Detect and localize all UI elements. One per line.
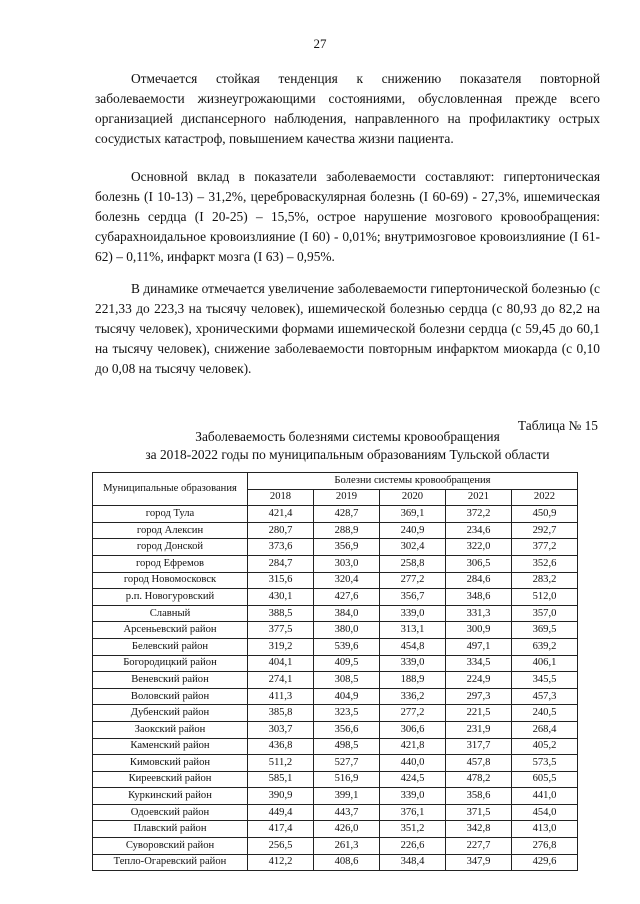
value-cell: 352,6 bbox=[512, 555, 578, 572]
value-cell: 258,8 bbox=[380, 555, 446, 572]
value-cell: 384,0 bbox=[314, 605, 380, 622]
value-cell: 336,2 bbox=[380, 688, 446, 705]
value-cell: 441,0 bbox=[512, 788, 578, 805]
value-cell: 426,0 bbox=[314, 821, 380, 838]
value-cell: 339,0 bbox=[380, 605, 446, 622]
value-cell: 369,5 bbox=[512, 622, 578, 639]
value-cell: 306,6 bbox=[380, 721, 446, 738]
value-cell: 371,5 bbox=[446, 804, 512, 821]
value-cell: 351,2 bbox=[380, 821, 446, 838]
value-cell: 300,9 bbox=[446, 622, 512, 639]
value-cell: 297,3 bbox=[446, 688, 512, 705]
value-cell: 512,0 bbox=[512, 589, 578, 606]
municipality-name: Белевский район bbox=[93, 638, 248, 655]
table-row bbox=[93, 705, 578, 722]
value-cell: 436,8 bbox=[248, 738, 314, 755]
value-cell: 358,6 bbox=[446, 788, 512, 805]
municipality-name: город Тула bbox=[93, 506, 248, 523]
value-cell: 261,3 bbox=[314, 838, 380, 855]
value-cell: 342,8 bbox=[446, 821, 512, 838]
municipality-name: город Ефремов bbox=[93, 555, 248, 572]
value-cell: 457,8 bbox=[446, 755, 512, 772]
value-cell: 409,5 bbox=[314, 655, 380, 672]
value-cell: 404,1 bbox=[248, 655, 314, 672]
value-cell: 256,5 bbox=[248, 838, 314, 855]
value-cell: 348,6 bbox=[446, 589, 512, 606]
value-cell: 429,6 bbox=[512, 854, 578, 871]
municipality-name: Арсеньевский район bbox=[93, 622, 248, 639]
value-cell: 240,5 bbox=[512, 705, 578, 722]
value-cell: 276,8 bbox=[512, 838, 578, 855]
table-row bbox=[93, 605, 578, 622]
table-label: Таблица № 15 bbox=[517, 418, 598, 433]
value-cell: 319,2 bbox=[248, 638, 314, 655]
value-cell: 527,7 bbox=[314, 755, 380, 772]
table-row bbox=[93, 672, 578, 689]
value-cell: 511,2 bbox=[248, 755, 314, 772]
table-title bbox=[95, 428, 600, 464]
paragraph-2 bbox=[95, 167, 600, 267]
value-cell: 585,1 bbox=[248, 771, 314, 788]
value-cell: 412,2 bbox=[248, 854, 314, 871]
value-cell: 277,2 bbox=[380, 705, 446, 722]
table-row bbox=[93, 738, 578, 755]
table-row bbox=[93, 572, 578, 589]
value-cell: 478,2 bbox=[446, 771, 512, 788]
value-cell: 411,3 bbox=[248, 688, 314, 705]
header-year: 2019 bbox=[314, 489, 380, 506]
value-cell: 277,2 bbox=[380, 572, 446, 589]
value-cell: 323,5 bbox=[314, 705, 380, 722]
page-number: 27 bbox=[313, 36, 327, 51]
value-cell: 274,1 bbox=[248, 672, 314, 689]
municipality-name: город Донской bbox=[93, 539, 248, 556]
paragraph-2-text: Основной вклад в показатели заболеваемости составляют: гипертоническая болезнь (I 10-13) – 31,2%, цереброваскулярная болезнь (I 60-69) - 27,3%, ишемическая болезнь сердца (I 20-25) – 15,5%, острое нарушение мозгового кровообращения: субарахноидальное кровоизлияние (I 60) - 0,01%; внутримозговое кровоизлияние (I 61-62) – 0,11%, инфаркт мозга (I 63) – 0,95%. bbox=[95, 169, 600, 264]
table-row bbox=[93, 854, 578, 871]
value-cell: 498,5 bbox=[314, 738, 380, 755]
value-cell: 280,7 bbox=[248, 522, 314, 539]
value-cell: 322,0 bbox=[446, 539, 512, 556]
header-municipality: Муниципальные образования bbox=[93, 473, 248, 506]
municipality-name: Богородицкий район bbox=[93, 655, 248, 672]
value-cell: 424,5 bbox=[380, 771, 446, 788]
table-row bbox=[93, 721, 578, 738]
value-cell: 226,6 bbox=[380, 838, 446, 855]
value-cell: 284,6 bbox=[446, 572, 512, 589]
municipality-name: Киреевский район bbox=[93, 771, 248, 788]
value-cell: 315,6 bbox=[248, 572, 314, 589]
value-cell: 268,4 bbox=[512, 721, 578, 738]
value-cell: 450,9 bbox=[512, 506, 578, 523]
value-cell: 331,3 bbox=[446, 605, 512, 622]
value-cell: 320,4 bbox=[314, 572, 380, 589]
table-row bbox=[93, 688, 578, 705]
table-row bbox=[93, 638, 578, 655]
municipality-name: Славный bbox=[93, 605, 248, 622]
value-cell: 421,8 bbox=[380, 738, 446, 755]
value-cell: 313,1 bbox=[380, 622, 446, 639]
value-cell: 339,0 bbox=[380, 655, 446, 672]
value-cell: 356,7 bbox=[380, 589, 446, 606]
value-cell: 231,9 bbox=[446, 721, 512, 738]
table-row bbox=[93, 622, 578, 639]
header-group: Болезни системы кровообращения bbox=[248, 473, 578, 490]
value-cell: 372,2 bbox=[446, 506, 512, 523]
value-cell: 443,7 bbox=[314, 804, 380, 821]
value-cell: 413,0 bbox=[512, 821, 578, 838]
value-cell: 428,7 bbox=[314, 506, 380, 523]
value-cell: 406,1 bbox=[512, 655, 578, 672]
municipality-name: Воловский район bbox=[93, 688, 248, 705]
municipality-name: Одоевский район bbox=[93, 804, 248, 821]
value-cell: 224,9 bbox=[446, 672, 512, 689]
paragraph-3-text: В динамике отмечается увеличение заболеваемости гипертонической болезнью (с 221,33 до 223,3 на тысячу человек), ишемической болезнью сердца (с 80,93 до 82,2 на тысячу человек), хроническими формами ишемической болезни сердца (с 59,45 до 60,1 на тысячу человек), снижение заболеваемости повторным инфарктом миокарда (с 0,10 до 0,08 на тысячу человек). bbox=[95, 281, 600, 376]
municipality-name: Плавский район bbox=[93, 821, 248, 838]
value-cell: 317,7 bbox=[446, 738, 512, 755]
value-cell: 605,5 bbox=[512, 771, 578, 788]
municipality-name: Кимовский район bbox=[93, 755, 248, 772]
paragraph-3 bbox=[95, 279, 600, 379]
value-cell: 284,7 bbox=[248, 555, 314, 572]
value-cell: 347,9 bbox=[446, 854, 512, 871]
paragraph-1-text: Отмечается стойкая тенденция к снижению показателя повторной заболеваемости жизнеугрожающими состояниями, обусловленная прежде всего организацией диспансерного наблюдения, направленного на профилактику острых сосудистых катастроф, повышением качества жизни пациента. bbox=[95, 71, 600, 146]
value-cell: 497,1 bbox=[446, 638, 512, 655]
value-cell: 408,6 bbox=[314, 854, 380, 871]
table-row bbox=[93, 788, 578, 805]
municipality-name: город Алексин bbox=[93, 522, 248, 539]
value-cell: 303,0 bbox=[314, 555, 380, 572]
paragraph-1 bbox=[95, 69, 600, 149]
value-cell: 516,9 bbox=[314, 771, 380, 788]
municipality-name: Каменский район bbox=[93, 738, 248, 755]
table-header-row bbox=[93, 473, 578, 490]
table-row bbox=[93, 506, 578, 523]
table-row bbox=[93, 655, 578, 672]
value-cell: 339,0 bbox=[380, 788, 446, 805]
value-cell: 283,2 bbox=[512, 572, 578, 589]
header-year: 2021 bbox=[446, 489, 512, 506]
value-cell: 334,5 bbox=[446, 655, 512, 672]
value-cell: 427,6 bbox=[314, 589, 380, 606]
morbidity-table bbox=[92, 472, 578, 871]
value-cell: 449,4 bbox=[248, 804, 314, 821]
value-cell: 430,1 bbox=[248, 589, 314, 606]
value-cell: 377,5 bbox=[248, 622, 314, 639]
value-cell: 639,2 bbox=[512, 638, 578, 655]
value-cell: 292,7 bbox=[512, 522, 578, 539]
table-title-line-2: за 2018-2022 годы по муниципальным образованиям Тульской области bbox=[145, 447, 550, 462]
value-cell: 440,0 bbox=[380, 755, 446, 772]
table-title-line-1: Заболеваемость болезнями системы кровообращения bbox=[195, 429, 500, 444]
value-cell: 573,5 bbox=[512, 755, 578, 772]
table-row bbox=[93, 771, 578, 788]
value-cell: 454,0 bbox=[512, 804, 578, 821]
table-row bbox=[93, 755, 578, 772]
value-cell: 405,2 bbox=[512, 738, 578, 755]
value-cell: 221,5 bbox=[446, 705, 512, 722]
table-body bbox=[93, 506, 578, 871]
value-cell: 356,6 bbox=[314, 721, 380, 738]
header-year: 2018 bbox=[248, 489, 314, 506]
municipality-name: Дубенский район bbox=[93, 705, 248, 722]
value-cell: 399,1 bbox=[314, 788, 380, 805]
value-cell: 240,9 bbox=[380, 522, 446, 539]
value-cell: 308,5 bbox=[314, 672, 380, 689]
value-cell: 188,9 bbox=[380, 672, 446, 689]
value-cell: 345,5 bbox=[512, 672, 578, 689]
municipality-name: город Новомосковск bbox=[93, 572, 248, 589]
header-year: 2020 bbox=[380, 489, 446, 506]
value-cell: 369,1 bbox=[380, 506, 446, 523]
value-cell: 348,4 bbox=[380, 854, 446, 871]
value-cell: 421,4 bbox=[248, 506, 314, 523]
municipality-name: р.п. Новогуровский bbox=[93, 589, 248, 606]
municipality-name: Тепло-Огаревский район bbox=[93, 854, 248, 871]
municipality-name: Веневский район bbox=[93, 672, 248, 689]
value-cell: 390,9 bbox=[248, 788, 314, 805]
value-cell: 234,6 bbox=[446, 522, 512, 539]
table-row bbox=[93, 522, 578, 539]
value-cell: 417,4 bbox=[248, 821, 314, 838]
value-cell: 539,6 bbox=[314, 638, 380, 655]
value-cell: 385,8 bbox=[248, 705, 314, 722]
table-row bbox=[93, 821, 578, 838]
value-cell: 404,9 bbox=[314, 688, 380, 705]
table-row bbox=[93, 589, 578, 606]
value-cell: 288,9 bbox=[314, 522, 380, 539]
value-cell: 303,7 bbox=[248, 721, 314, 738]
value-cell: 373,6 bbox=[248, 539, 314, 556]
value-cell: 376,1 bbox=[380, 804, 446, 821]
table-row bbox=[93, 804, 578, 821]
header-year: 2022 bbox=[512, 489, 578, 506]
value-cell: 457,3 bbox=[512, 688, 578, 705]
value-cell: 356,9 bbox=[314, 539, 380, 556]
value-cell: 306,5 bbox=[446, 555, 512, 572]
municipality-name: Куркинский район bbox=[93, 788, 248, 805]
value-cell: 380,0 bbox=[314, 622, 380, 639]
value-cell: 357,0 bbox=[512, 605, 578, 622]
municipality-name: Заокский район bbox=[93, 721, 248, 738]
table-row bbox=[93, 555, 578, 572]
value-cell: 227,7 bbox=[446, 838, 512, 855]
table-row bbox=[93, 539, 578, 556]
municipality-name: Суворовский район bbox=[93, 838, 248, 855]
table-row bbox=[93, 838, 578, 855]
value-cell: 388,5 bbox=[248, 605, 314, 622]
value-cell: 454,8 bbox=[380, 638, 446, 655]
value-cell: 302,4 bbox=[380, 539, 446, 556]
value-cell: 377,2 bbox=[512, 539, 578, 556]
